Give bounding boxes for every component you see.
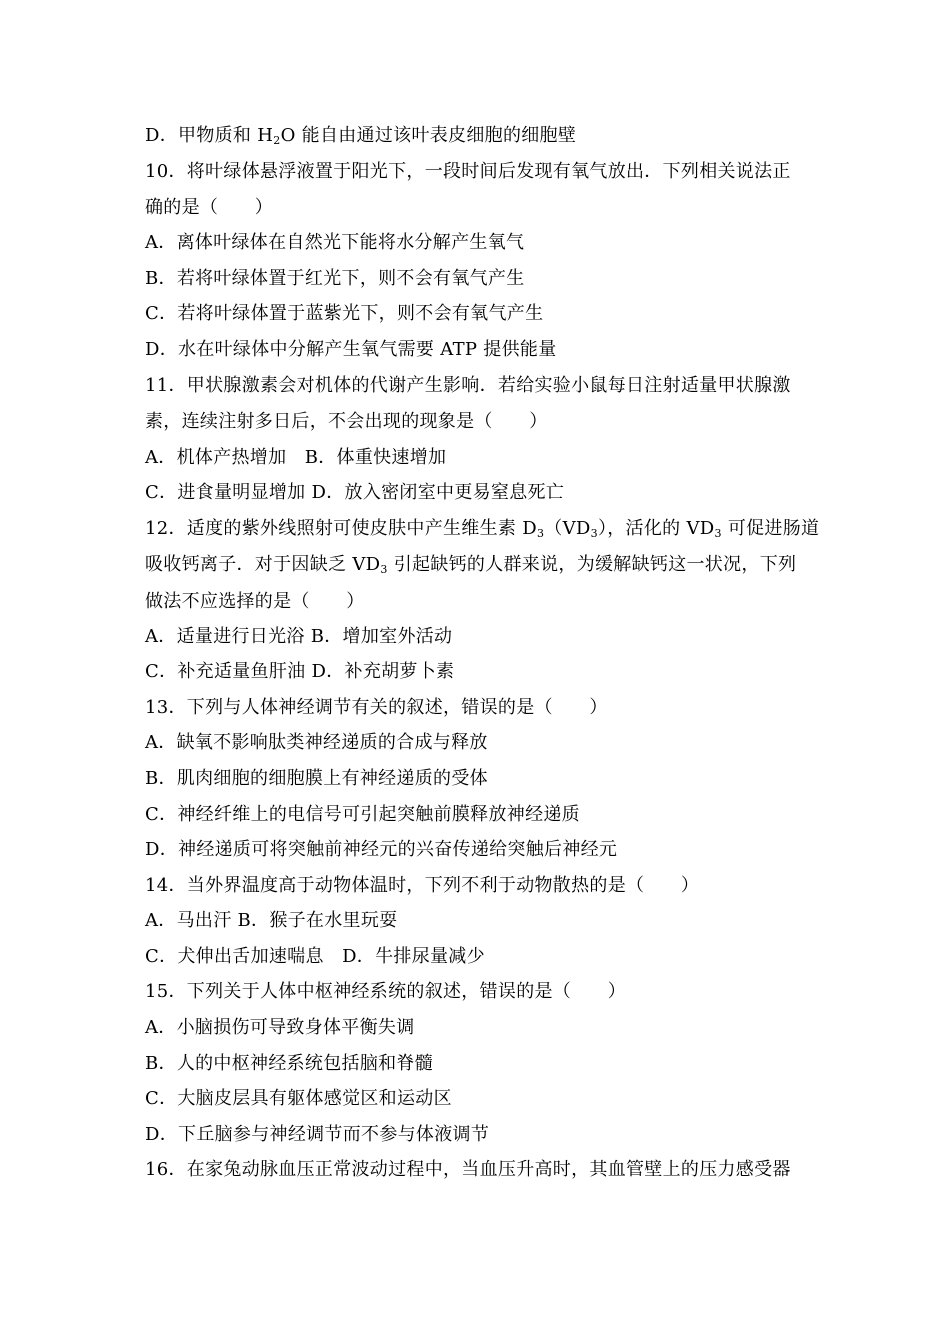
option-line: D．水在叶绿体中分解产生氧气需要 ATP 提供能量 (145, 339, 557, 360)
text-line: D．甲物质和 $H_2O$ 能自由通过该叶表皮细胞的细胞壁 (145, 125, 577, 147)
question-11-stem: 11．甲状腺激素会对机体的代谢产生影响．若给实验小鼠每日注射适量甲状腺激 (145, 375, 791, 396)
text-line: 吸收钙离子．对于因缺乏 $VD_3$ 引起缺钙的人群来说，为缓解缺钙这一状况，下列 (145, 554, 797, 576)
option-line: A．适量进行日光浴 B．增加室外活动 (145, 626, 453, 647)
question-10-stem: 10．将叶绿体悬浮液置于阳光下，一段时间后发现有氧气放出．下列相关说法正 (145, 161, 791, 182)
question-12-stem: 12．适度的紫外线照射可使皮肤中产生维生素 $D_3(VD_3)$，活化的 $VD_3$ 可促进肠道 (145, 518, 820, 540)
text-line: 素，连续注射多日后，不会出现的现象是（ ） (145, 411, 548, 432)
option-line: C．进食量明显增加 D．放入密闭室中更易窒息死亡 (145, 482, 565, 503)
text-line: 确的是（ ） (145, 197, 274, 218)
option-line: C．神经纤维上的电信号可引起突触前膜释放神经递质 (145, 804, 580, 825)
option-line: B．人的中枢神经系统包括脑和脊髓 (145, 1053, 434, 1074)
question-14-stem: 14．当外界温度高于动物体温时，下列不利于动物散热的是（ ） (145, 875, 700, 896)
option-line: C．若将叶绿体置于蓝紫光下，则不会有氧气产生 (145, 303, 544, 324)
option-line: A．离体叶绿体在自然光下能将水分解产生氧气 (145, 232, 525, 253)
question-16-stem: 16．在家兔动脉血压正常波动过程中，当血压升高时，其血管壁上的压力感受器 (145, 1159, 791, 1180)
question-15-stem: 15．下列关于人体中枢神经系统的叙述，错误的是（ ） (145, 981, 627, 1002)
option-line: C．补充适量鱼肝油 D．补充胡萝卜素 (145, 661, 455, 682)
option-line: A．小脑损伤可导致身体平衡失调 (145, 1017, 415, 1038)
option-line: A．缺氧不影响肽类神经递质的合成与释放 (145, 732, 488, 753)
option-line: A．机体产热增加 B．体重快速增加 (145, 447, 447, 468)
option-line: C．大脑皮层具有躯体感觉区和运动区 (145, 1088, 452, 1109)
text-line: 做法不应选择的是（ ） (145, 591, 365, 612)
option-line: D．神经递质可将突触前神经元的兴奋传递给突触后神经元 (145, 839, 618, 860)
option-line: B．肌肉细胞的细胞膜上有神经递质的受体 (145, 768, 488, 789)
option-line: D．下丘脑参与神经调节而不参与体液调节 (145, 1124, 490, 1145)
option-line: B．若将叶绿体置于红光下，则不会有氧气产生 (145, 268, 525, 289)
option-line: A．马出汗 B．猴子在水里玩耍 (145, 910, 398, 931)
question-13-stem: 13．下列与人体神经调节有关的叙述，错误的是（ ） (145, 697, 608, 718)
option-line: C．犬伸出舌加速喘息 D．牛排尿量减少 (145, 946, 485, 967)
